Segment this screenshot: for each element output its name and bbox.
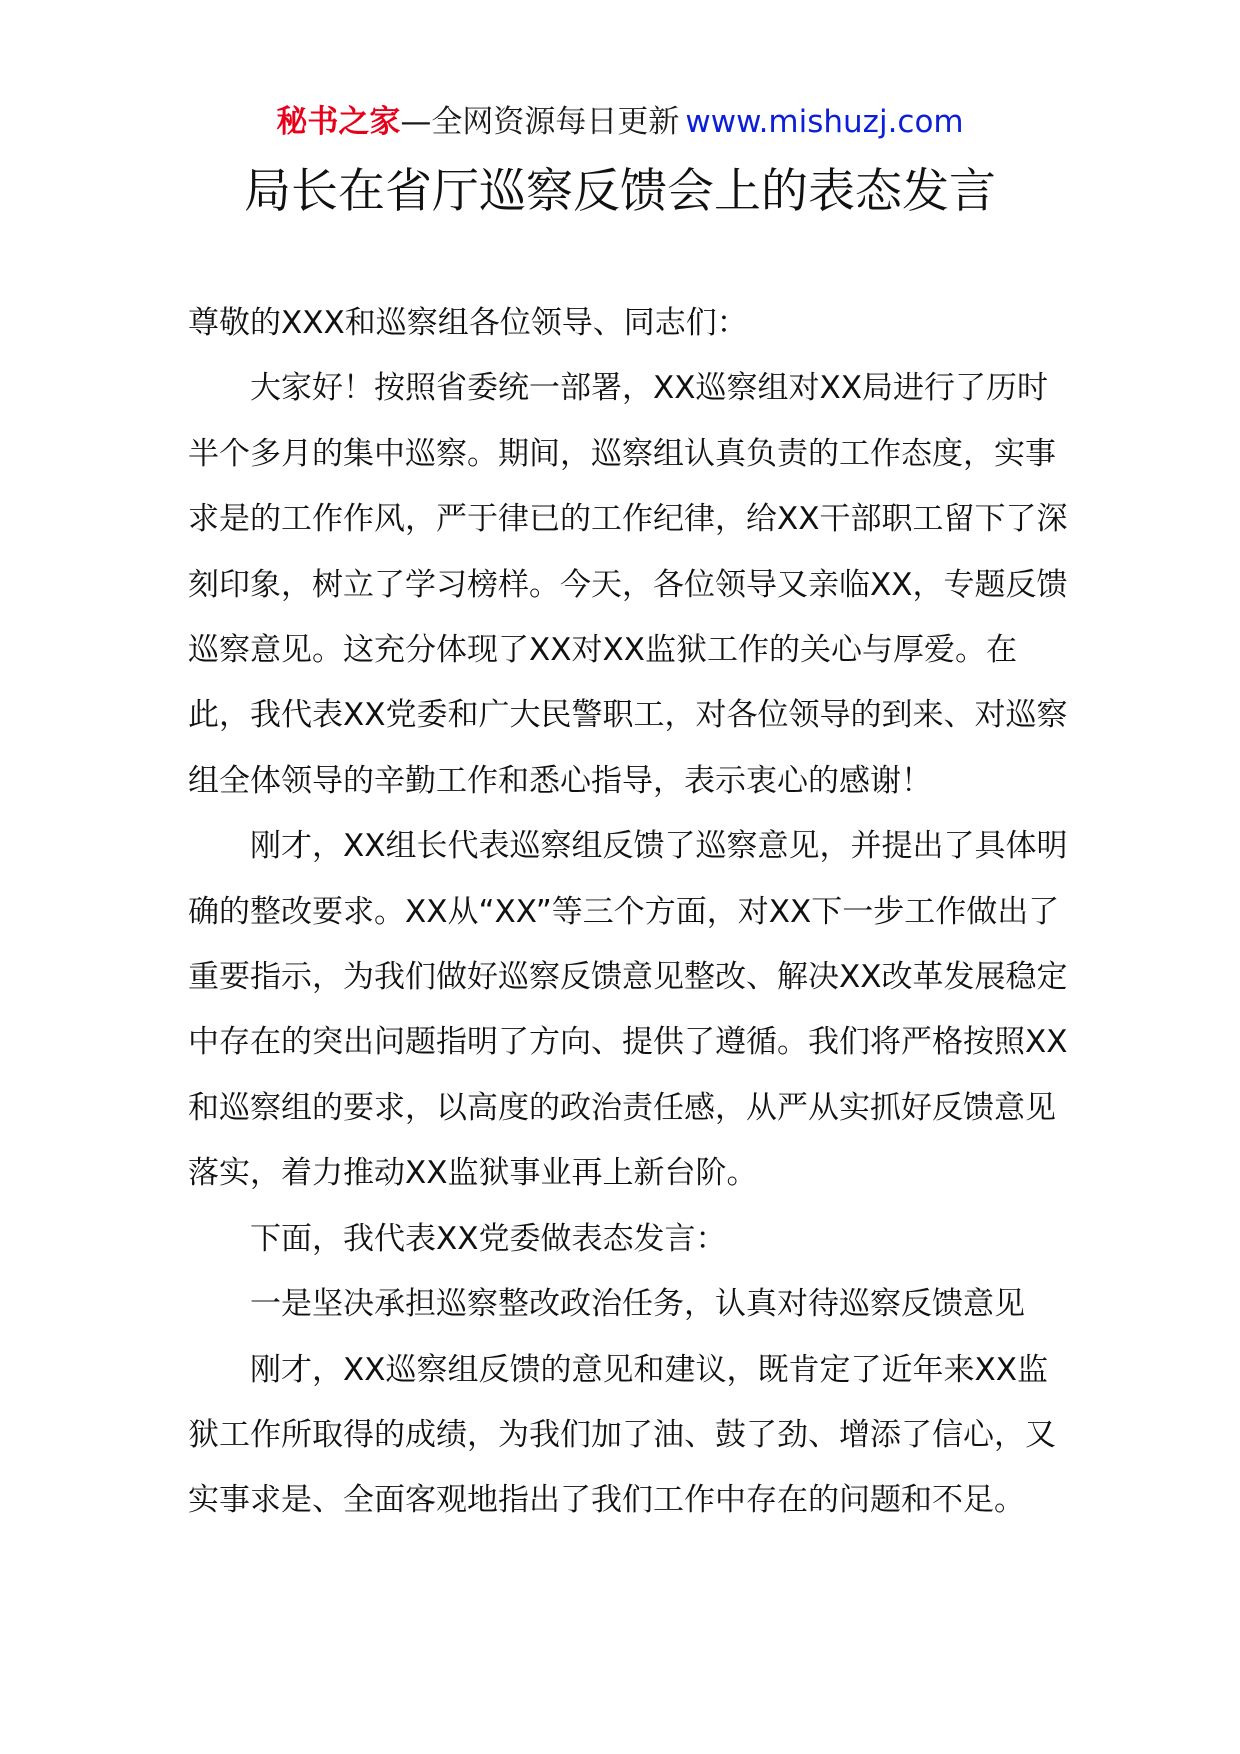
site-url-link[interactable]: www.mishuzj.com — [685, 104, 964, 140]
document-title: 局长在省厅巡察反馈会上的表态发言 — [244, 164, 996, 219]
section-heading: 一是坚决承担巡察整改政治任务，认真对待巡察反馈意见 — [250, 1286, 1025, 1323]
paragraph: 大家好！按照省委统一部署，XX巡察组对XX局进行了历时半个多月的集中巡察。期间，巡察组认真负责的工作态度，实事求是的工作作风，严于律已的工作纪律，给XX干部职工留下了深刻印象，树立了学习榜样。今天，各位领导又亲临XX，专题反馈巡察意见。这充分体现了XX对XX监狱工作的关心与厚爱。在此，我代表XX党委和广大民警职工，对各位领导的到来、对巡察组全体领导的辛勤工作和悉心指导，表示衷心的感谢！ — [188, 370, 1068, 799]
paragraph: 下面，我代表XX党委做表态发言： — [250, 1220, 727, 1257]
paragraph: 刚才，XX巡察组反馈的意见和建议，既肯定了近年来XX监狱工作所取得的成绩，为我们加了油、鼓了劲、增添了信心，又实事求是、全面客观地指出了我们工作中存在的问题和不足。 — [188, 1351, 1056, 1519]
header-slogan: —全网资源每日更新 — [400, 104, 680, 140]
paragraph: 刚才，XX组长代表巡察组反馈了巡察意见，并提出了具体明确的整改要求。XX从“XX”等三个方面，对XX下一步工作做出了重要指示，为我们做好巡察反馈意见整改、解决XX改革发展稳定中存在的突出问题指明了方向、提供了遵循。我们将严格按照XX和巡察组的要求，以高度的政治责任感，从严从实抓好反馈意见落实，着力推动XX监狱事业再上新台阶。 — [188, 828, 1068, 1192]
brand-name: 秘书之家 — [276, 104, 401, 140]
document-body — [188, 291, 1078, 1534]
salutation: 尊敬的XXX和巡察组各位领导、同志们： — [188, 305, 748, 341]
site-header — [0, 102, 1240, 142]
